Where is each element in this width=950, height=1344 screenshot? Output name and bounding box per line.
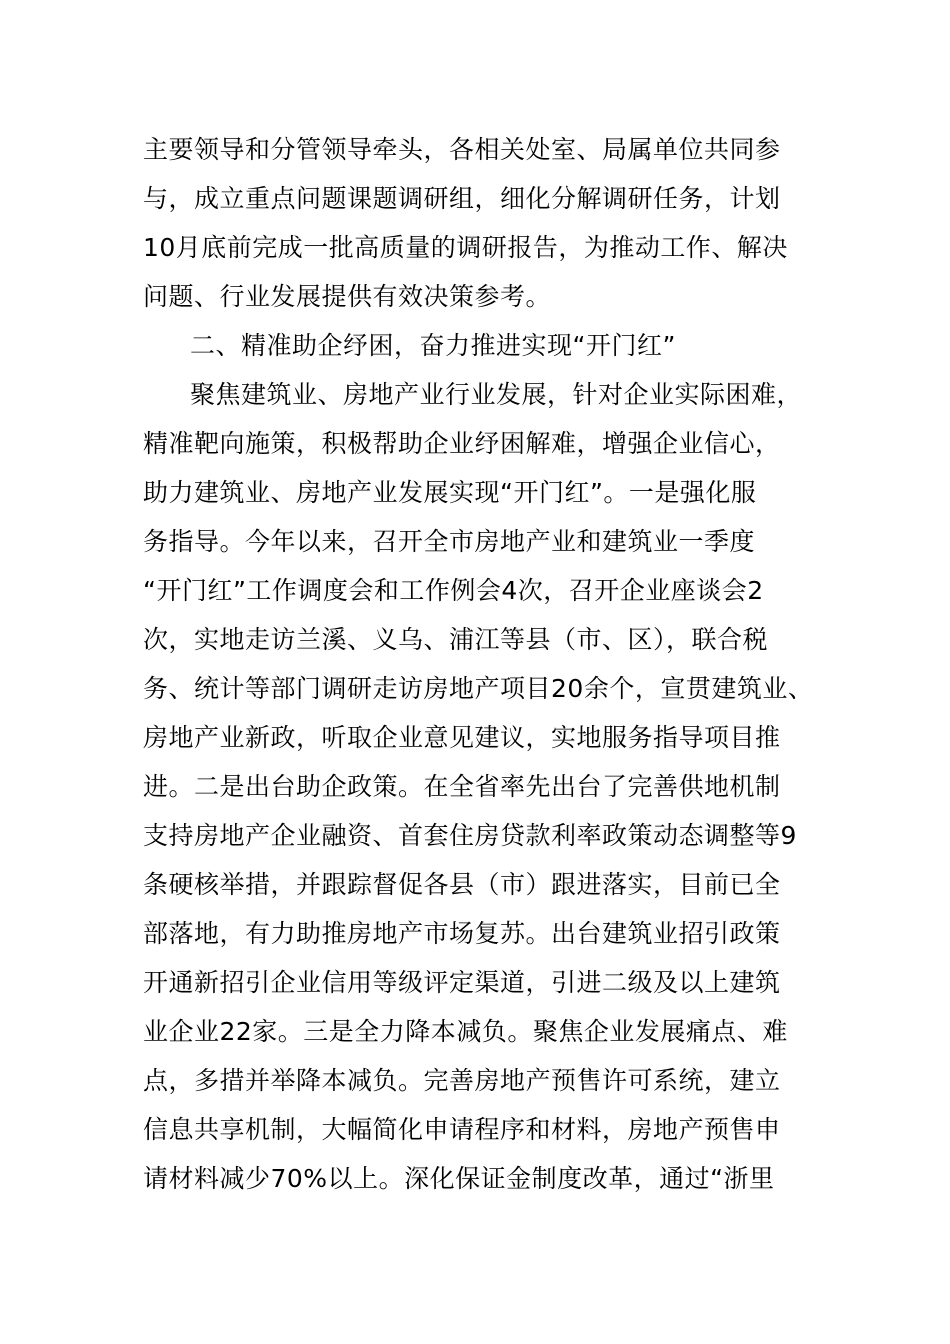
paragraph-line-3: 10月底前完成一批高质量的调研报告，为推动工作、解决 xyxy=(143,233,788,262)
paragraph-line-22: 请材料减少70%以上。深化保证金制度改革，通过“浙里 xyxy=(143,1164,775,1193)
paragraph-line-10: “开门红”工作调度会和工作例会4次，召开企业座谈会2 xyxy=(143,576,764,605)
paragraph-line-20: 点，多措并举降本减负。完善房地产预售许可系统，建立 xyxy=(143,1066,781,1095)
paragraph-line-8: 助力建筑业、房地产业发展实现“开门红”。一是强化服 xyxy=(143,478,757,507)
paragraph-line-16: 条硬核举措，并跟踪督促各县（市）跟进落实，目前已全 xyxy=(143,870,781,899)
paragraph-line-1: 主要领导和分管领导牵头，各相关处室、局属单位共同参 xyxy=(143,135,781,164)
paragraph-line-18: 开通新招引企业信用等级评定渠道，引进二级及以上建筑 xyxy=(143,968,781,997)
paragraph-line-6: 聚焦建筑业、房地产业行业发展，针对企业实际困难， xyxy=(190,380,803,409)
paragraph-line-15: 支持房地产企业融资、首套住房贷款利率政策动态调整等9 xyxy=(143,821,797,850)
paragraph-line-4: 问题、行业发展提供有效决策参考。 xyxy=(143,282,552,311)
paragraph-line-7: 精准靶向施策，积极帮助企业纾困解难，增强企业信心， xyxy=(143,429,781,458)
paragraph-line-2: 与，成立重点问题课题调研组，细化分解调研任务，计划 xyxy=(143,184,781,213)
paragraph-line-21: 信息共享机制，大幅简化申请程序和材料，房地产预售申 xyxy=(143,1115,781,1144)
paragraph-line-12: 务、统计等部门调研走访房地产项目20余个，宣贯建筑业、 xyxy=(143,674,814,703)
paragraph-line-11: 次，实地走访兰溪、义乌、浦江等县（市、区），联合税 xyxy=(143,625,769,654)
paragraph-line-14: 进。二是出台助企政策。在全省率先出台了完善供地机制 xyxy=(143,772,781,801)
paragraph-line-13: 房地产业新政，听取企业意见建议，实地服务指导项目推 xyxy=(143,723,781,752)
paragraph-line-17: 部落地，有力助推房地产市场复苏。出台建筑业招引政策 xyxy=(143,919,781,948)
paragraph-line-9: 务指导。今年以来，召开全市房地产业和建筑业一季度 xyxy=(143,527,756,556)
section-heading: 二、精准助企纾困，奋力推进实现“开门红” xyxy=(190,331,676,360)
paragraph-line-19: 业企业22家。三是全力降本减负。聚焦企业发展痛点、难 xyxy=(143,1017,788,1046)
